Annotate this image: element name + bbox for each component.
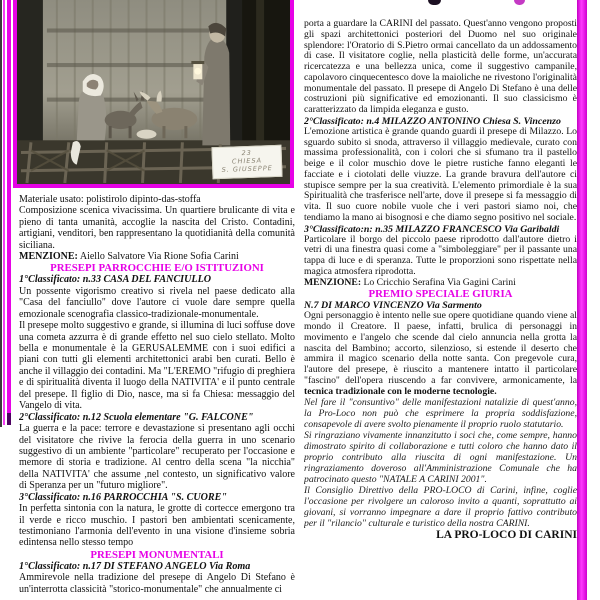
photo-label-line1: CHIESA [231, 156, 263, 166]
classificato-3-milazzo-francesco: 3°Classificato:n: n.35 MILAZZO FRANCESCO Via Garibaldi [304, 223, 560, 235]
page-border-right [577, 0, 587, 600]
left-column [19, 194, 295, 600]
casa-fanciullo-paragraph-2: Il presepe molto suggestivo e grande, si illumina di luci soffuse dove una cometa azzurra è di grande effetto nel suo cielo stellato. Molto bella e monumentale è la GERUSALEMME con i suoi edifici a piani con tutti gli elementi architettonici arabi ben curati. Bello è anche il villaggio dei contadini. Ma "L'EREMO "rifugio di preghiera e di spiritualità diventa il luogo della NATIVITA' e il punto centrale del presepe. Il figlio di Dio, nasce, ma si fa Chiesa: messaggio del Vangelo di vita. [19, 320, 295, 412]
di-marco-text: Ogni personaggio è intento nelle sue opere quotidiane quando viene al mondo il Creatore. Il paese, infatti, brulica di personaggi in movimento e l'angelo che scende dal cielo annuncia nella grotta la nascita del Bambino; accorto, silenzioso, si estende il deserto che ammira il magico scenario della notte santa. Con pregevole cura, l'autore del presepe, è riuscito a mantenere intatto il particolare "fascino" dell'opera riuscendo a far convivere, armonicamente, la [304, 310, 577, 386]
section-heading-monumentali: PRESEPI MONUMENTALI [90, 548, 224, 561]
di-marco-paragraph [304, 311, 577, 397]
closing-paragraph-3: Il Consiglio Direttivo della PRO-LOCO di Carini, infine, coglie l'occasione per rivolgere un caloroso invito a quanti, soprattutto ai giovani, si vorranno impegnare a dare il proprio fattivo contributo per il "rilancio" culturale e turistico della nostra CARINI. [304, 485, 577, 530]
photo-handwritten-label [211, 145, 282, 179]
border-end-cap [7, 413, 11, 425]
page-border-left-thick [7, 0, 11, 425]
material-line: Materiale usato: polistirolo dipinto-das-stoffa [19, 194, 201, 205]
scuola-falcone-paragraph: La guerra e la pace: terrore e devastazione si presentano agli occhi del visitatore che rivive la ferocia della guerra in uno scenario suggestivo di un ambiente "particolare" recuperato per l'occasione e memore di storia e tradizione. Al centro della scena "la nicchia" della NATIVITA' che assume ,nel contesto, un significativo valore di Speranza per un "futuro migliore". [19, 423, 295, 492]
menzione-text: Aiello Salvatore Via Rione Sofia Carini [77, 251, 239, 263]
classificato-1-casa-fanciullo: 1°Classificato: n.33 CASA DEL FANCIULLO [19, 274, 212, 286]
parrocchia-cuore-paragraph: In perfetta sintonia con la natura, le grotte di cortecce emergono tra il verde e ricco muschio. I pastori ben ambientati scenicamente, testimoniano l'armonia dell'evento in una visione d'insieme sobria edintensa nello stesso tempo [19, 503, 295, 549]
composizione-paragraph: Composizione scenica vivacissima. Un quartiere brulicante di vita e pieno di tanta umanità, accoglie la nascita del Cristo. Contadini, artigiani, venditori, ben rappresentano la quotidianità della comunità siciliana. [19, 205, 295, 251]
section-heading-parrocchie: PRESEPI PARROCCHIE E/O ISTITUZIONI [50, 262, 264, 275]
baby-manger [137, 130, 157, 139]
classificato-3-parrocchia-cuore: 3°Classificato: n.16 PARROCCHIA "S. CUORE" [19, 491, 228, 503]
page-border-left-thin [3, 0, 5, 425]
menzione-line-right [304, 278, 577, 289]
right-column [304, 19, 577, 600]
casa-fanciullo-paragraph-1: Un possente vigorismo creativo si rivela nel paese dedicato alla "Casa del fanciullo" dove l'autore ci vuole dare sempre quella emozionale scenografia classico-tradizionale-monumentale. [19, 286, 295, 320]
photo-label-line2: S. GIUSEPPE [221, 164, 273, 174]
carini-passato-paragraph: porta a guardare la CARINI del passato. Quest'anno vengono proposti gli spazi architettonici posteriori del Duomo nel suo originale splendore: l'Oratorio di S.Pietro ormai cancellato da un addossamento di case. Il visitatore coglie, nella plasticità delle forme, un'accurata ricercatezza e una bellezza unica, come il suggestivo campanile, capolavoro cinquecentesco dove la maioliche ne rivestono l'originalità monumentale del passato. Il presepe di Angelo Di Stefano è una delle costruzioni più significative ed emozionanti. Il suo classicismo è caratterizzato da limpida eleganza e gusto. [304, 19, 577, 115]
classificato-1-di-stefano: 1°Classificato: n.17 DI STEFANO ANGELO Via Roma [19, 560, 251, 572]
di-stefano-paragraph: Ammirevole nella tradizione del presepe di Angelo Di Stefano è un'interrotta classicità "storico-monumentale" che annualmente ci [19, 572, 295, 595]
milazzo-francesco-paragraph: Particolare il borgo del piccolo paese riprodotto dall'autore dietro i vetri di una finestra quasi come a "simboleggiare" per il passante una tappa di luce e di speranza. Tutte le proporzioni sono rispettate nella magica atmosfera riprodotta. [304, 233, 577, 277]
closing-paragraph-2: Si ringraziano vivamente innanzitutto i soci che, come sempre, hanno dimostrato spirito di collaborazione e tutti coloro che hanno dato il proprio contributo alla riuscita di ogni manifestazione. Un ringraziamento doveroso all'Amministrazione Comunale che ha patrocinato questo "NATALE A CARINI 2001". [304, 430, 577, 486]
premio-di-marco-vincenzo: N.7 DI MARCO VINCENZO Via Sarmento [304, 300, 482, 312]
signature-pro-loco: LA PRO-LOCO DI CARINI [436, 529, 577, 542]
menzione-text-right: Lo Cricchio Serafina Via Gagini Carini [361, 276, 516, 288]
menzione-label-right: MENZIONE: [304, 276, 362, 288]
closing-paragraph-1: Nel fare il "consuntivo" delle manifestazioni natalizie di quest'anno, la Pro-Loco non può che esprimere la propria soddisfazione, consapevole di avere svolto pienamente il proprio ruolo statutario. [304, 397, 577, 431]
classificato-2-scuola-falcone: 2°Classificato: n.12 Scuola elementare "G. FALCONE" [19, 411, 254, 423]
section-heading-premio-giuria: PREMIO SPECIALE GIURIA [368, 288, 513, 301]
classificato-2-milazzo-antonino: 2°Classificato: n.4 MILAZZO ANTONINO Chiesa S. Vincenzo [304, 115, 561, 127]
scan-edge-left [0, 0, 2, 427]
cutoff-letter-fragment-magenta [514, 0, 525, 5]
menzione-label: MENZIONE: [19, 251, 78, 263]
cutoff-letter-fragment-dark [428, 0, 441, 5]
milazzo-antonino-paragraph: L'emozione artistica è grande quando guardi il presepe di Milazzo. Lo sguardo subito si snoda, attraverso il villaggio medievale, curato con massima professionalità, con i colori che si sfumano tra il pastello beige e il color muschio dove le pietre rustiche fanno eleganti le facciate e i ciotolati delle viuzze. La grande bravura dell'autore ci stupisce sempre per la sua creatività. L'elemento primordiale è la sua Spiritualità che trasferisce nell'arte, dove il presepe si fa messaggio di vita. Il suo cuore nobile vuole che i veri pastori siamo noi, che tendiamo la mano ai bisognosi e che diamo segno positivo nel sociale. [304, 125, 577, 223]
di-marco-text-bold: tecnica tradizionale con le moderne tecnologie. [304, 385, 497, 397]
menzione-line [19, 251, 295, 262]
photo-label-number: 23 [241, 148, 252, 158]
nativity-photo [13, 0, 294, 188]
